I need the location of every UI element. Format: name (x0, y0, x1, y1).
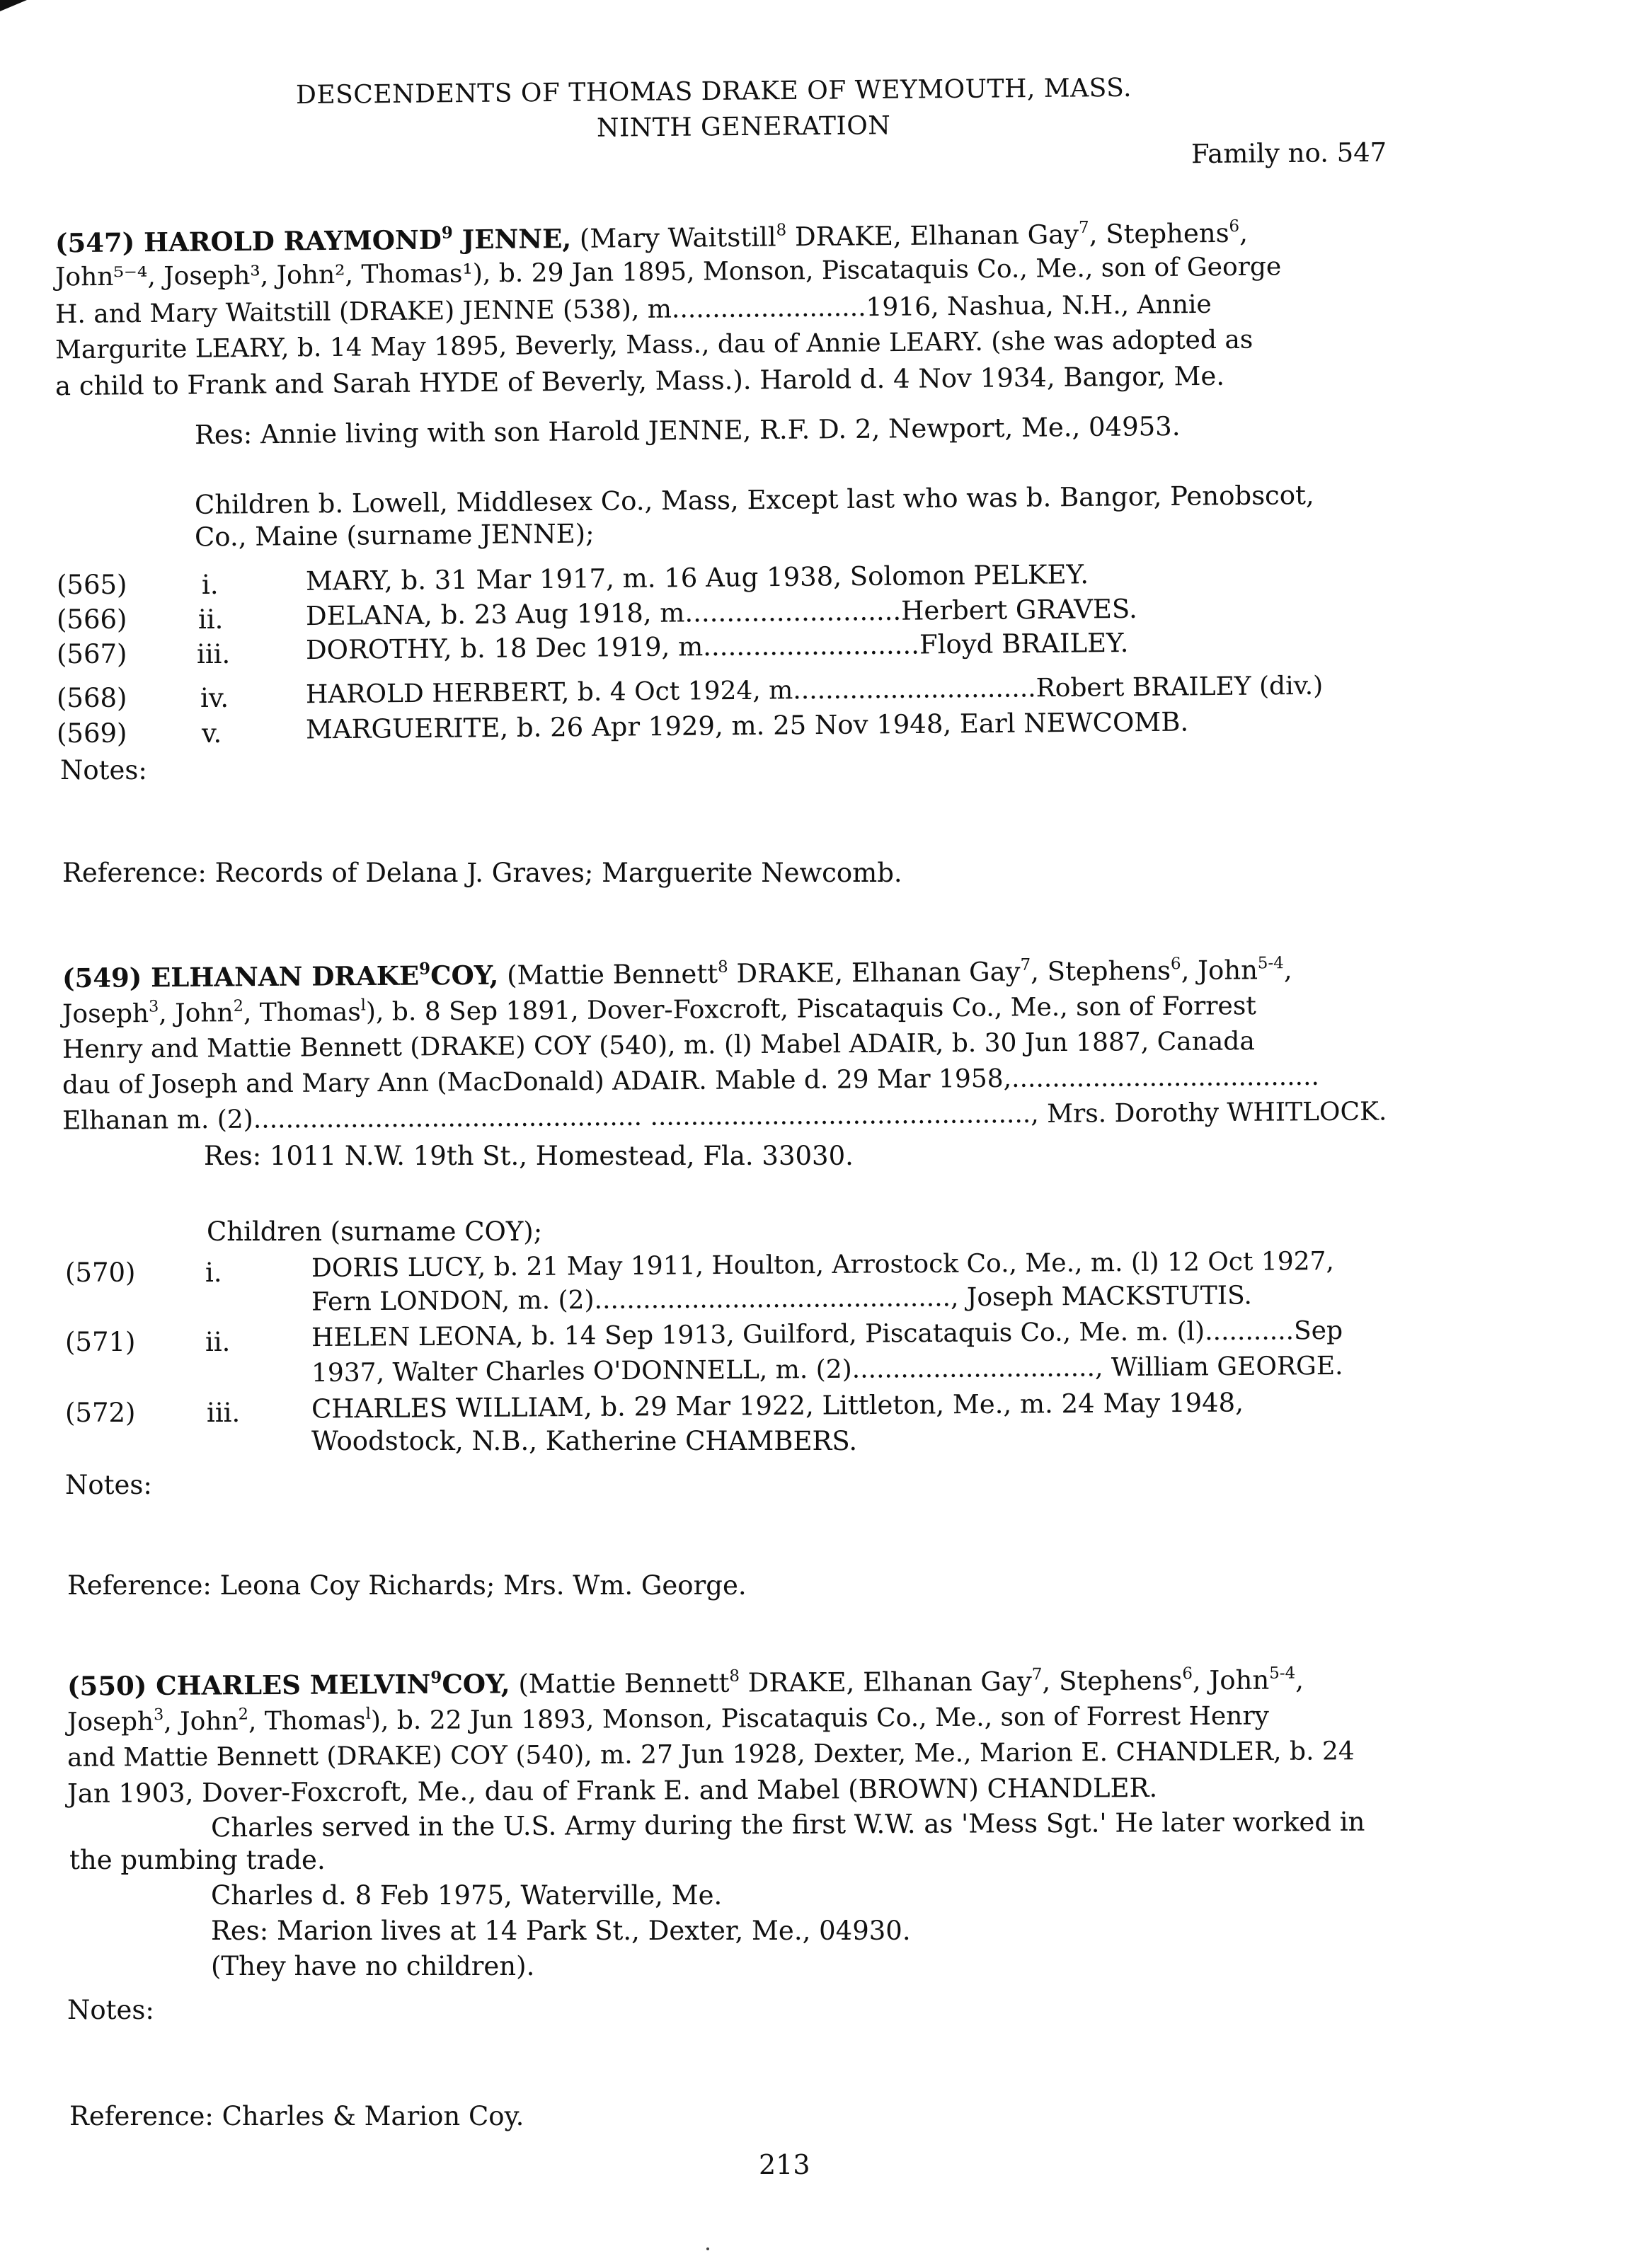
child-ordinal: iii. (197, 639, 231, 669)
child-text: CHARLES WILLIAM, b. 29 Mar 1922, Littleton, Me., m. 24 May 1948, (311, 1387, 1244, 1424)
child-number: (568) (57, 683, 127, 713)
child-number: (570) (65, 1257, 136, 1288)
page-title: DESCENDENTS OF THOMAS DRAKE OF WEYMOUTH, MASS. (295, 73, 1132, 110)
entry-550-line-1: (550) CHARLES MELVIN$^9$COY, (Mattie Bennett$^8$ DRAKE, Elhanan Gay$^7$, Stephens$^6$, John$^{5-4}$, (67, 1664, 1304, 1702)
notes-label: Notes: (65, 1470, 152, 1500)
entry-547-line-4: Margurite LEARY, b. 14 May 1895, Beverly, Mass., dau of Annie LEARY. (she was adopted as (54, 325, 1254, 365)
child-ordinal: iii. (207, 1398, 241, 1428)
child-text-continued: 1937, Walter Charles O'DONNELL, m. (2).............................., William GEORGE. (311, 1351, 1343, 1388)
entry-549-line-4: dau of Joseph and Mary Ann (MacDonald) ADAIR. Mable d. 29 Mar 1958,...................................... (62, 1061, 1320, 1100)
entry-547-residence: Res: Annie living with son Harold JENNE, R.F. D. 2, Newport, Me., 04953. (194, 410, 1181, 451)
child-number: (569) (57, 718, 127, 749)
entry-549-line-1: (549) ELHANAN DRAKE$^9$COY, (Mattie Bennett$^8$ DRAKE, Elhanan Gay$^7$, Stephens$^6$, John$^{5-4}$, (62, 954, 1292, 994)
child-text-continued: Fern LONDON, m. (2)............................................, Joseph MACKSTUTIS. (311, 1281, 1252, 1317)
child-number: (565) (57, 570, 127, 600)
entry-550-line-2: Joseph$^3$, John$^2$, Thomas$^l$), b. 22 Jun 1893, Monson, Piscataquis Co., Me., son of Forrest Henry (67, 1701, 1270, 1737)
entry-550-line-3: and Mattie Bennett (DRAKE) COY (540), m. 27 Jun 1928, Dexter, Me., Marion E. CHANDLER, b. 24 (67, 1737, 1355, 1773)
entry-550-children-note: (They have no children). (211, 1951, 535, 1981)
entry-549-line-5: Elhanan m. (2)................................................ ..............................................., Mrs. Dorothy WHITLOCK. (62, 1097, 1387, 1136)
scan-speck (706, 2247, 709, 2250)
child-number: (571) (65, 1327, 136, 1357)
child-text: MARY, b. 31 Mar 1917, m. 16 Aug 1938, Solomon PELKEY. (305, 559, 1089, 597)
child-ordinal: i. (205, 1257, 222, 1288)
page-number: 213 (759, 2149, 810, 2180)
child-number: (566) (57, 604, 127, 635)
child-text: DELANA, b. 23 Aug 1918, m..........................Herbert GRAVES. (305, 593, 1137, 632)
child-ordinal: ii. (198, 604, 224, 635)
child-text: MARGUERITE, b. 26 Apr 1929, m. 25 Nov 1948, Earl NEWCOMB. (305, 706, 1189, 745)
entry-547-line-3: H. and Mary Waitstill (DRAKE) JENNE (538), m........................1916, Nashua, N.H., Annie (54, 289, 1212, 330)
entry-550-residence: Res: Marion lives at 14 Park St., Dexter, Me., 04930. (211, 1916, 911, 1946)
child-text-continued: Woodstock, N.B., Katherine CHAMBERS. (311, 1426, 858, 1456)
entry-547-children-intro-2: Co., Maine (surname JENNE); (194, 518, 595, 553)
child-ordinal: i. (202, 570, 219, 600)
reference-line: Reference: Charles & Marion Coy. (69, 2101, 524, 2131)
generation-heading: NINTH GENERATION (596, 111, 891, 143)
entry-549-line-3: Henry and Mattie Bennett (DRAKE) COY (540), m. (l) Mabel ADAIR, b. 30 Jun 1887, Canada (62, 1027, 1255, 1064)
child-number: (567) (57, 639, 127, 669)
child-ordinal: iv. (200, 683, 229, 713)
reference-line: Reference: Records of Delana J. Graves; Marguerite Newcomb. (62, 858, 902, 888)
notes-label: Notes: (60, 755, 147, 785)
family-number: Family no. 547 (1191, 137, 1387, 170)
child-number: (572) (65, 1398, 136, 1428)
scan-corner-mark (0, 0, 27, 11)
entry-547-line-2: John⁵⁻⁴, Joseph³, John², Thomas¹), b. 29 Jan 1895, Monson, Piscataquis Co., Me., son of George (54, 252, 1282, 292)
entry-550-line-4: Jan 1903, Dover-Foxcroft, Me., dau of Frank E. and Mabel (BROWN) CHANDLER. (67, 1772, 1158, 1809)
child-text: DORIS LUCY, b. 21 May 1911, Houlton, Arrostock Co., Me., m. (l) 12 Oct 1927, (311, 1246, 1335, 1284)
child-text: DOROTHY, b. 18 Dec 1919, m..........................Floyd BRAILEY. (305, 627, 1129, 666)
entry-549-residence: Res: 1011 N.W. 19th St., Homestead, Fla. 33030. (204, 1141, 854, 1171)
child-ordinal: v. (202, 718, 222, 749)
entry-549-line-2: Joseph$^3$, John$^2$, Thomas$^l$), b. 8 Sep 1891, Dover-Foxcroft, Piscataquis Co., Me., son of Forrest (62, 991, 1256, 1029)
child-text: HELEN LEONA, b. 14 Sep 1913, Guilford, Piscataquis Co., Me. m. (l)...........Sep (311, 1316, 1343, 1353)
entry-547-line-5: a child to Frank and Sarah HYDE of Beverly, Mass.). Harold d. 4 Nov 1934, Bangor, Me. (54, 360, 1225, 402)
notes-label: Notes: (67, 1995, 154, 2025)
entry-550-line-5: Charles served in the U.S. Army during the first W.W. as 'Mess Sgt.' He later worked in (210, 1806, 1365, 1843)
child-text: HAROLD HERBERT, b. 4 Oct 1924, m..............................Robert BRAILEY (div.) (305, 671, 1324, 710)
entry-550-death: Charles d. 8 Feb 1975, Waterville, Me. (211, 1880, 723, 1911)
child-ordinal: ii. (205, 1327, 231, 1357)
entry-549-children-intro: Children (surname COY); (207, 1216, 543, 1247)
entry-547-line-1: (547) HAROLD RAYMOND$^9$ JENNE, (Mary Waitstill$^8$ DRAKE, Elhanan Gay$^7$, Stephens$^6$, (54, 217, 1249, 259)
entry-550-line-6: the pumbing trade. (69, 1845, 326, 1875)
entry-547-children-intro: Children b. Lowell, Middlesex Co., Mass, Except last who was b. Bangor, Penobscot, (194, 480, 1314, 520)
reference-line: Reference: Leona Coy Richards; Mrs. Wm. George. (67, 1570, 747, 1601)
